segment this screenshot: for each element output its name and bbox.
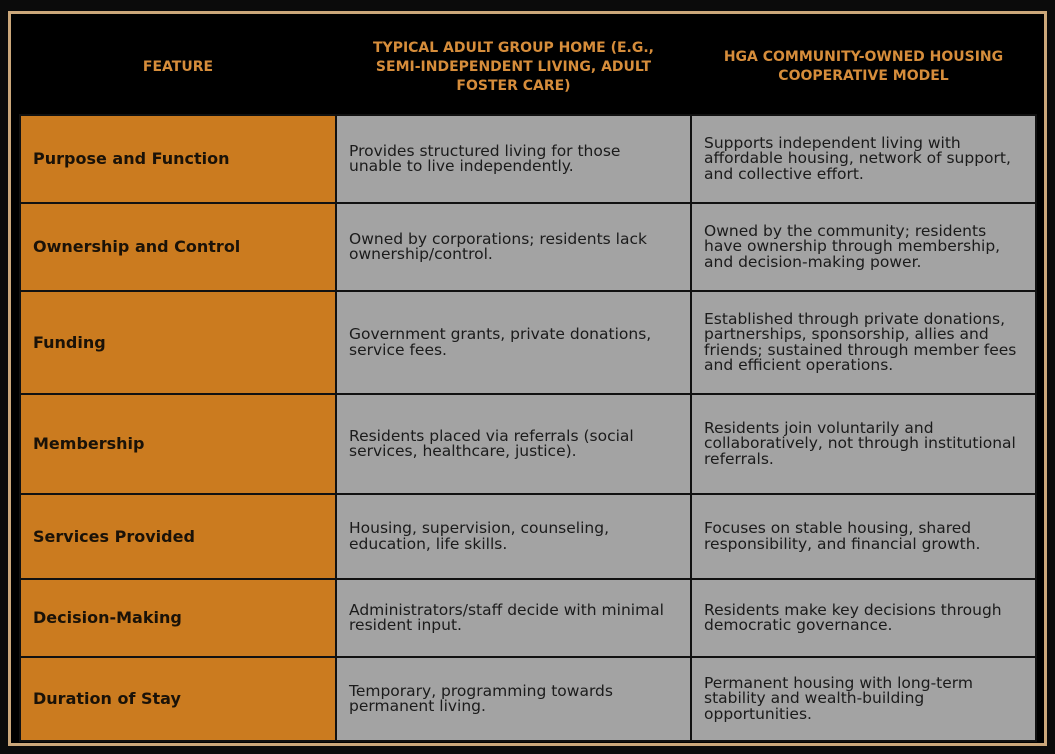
hga-cell: Owned by the community; residents have ownership through membership, and decision-making power.	[691, 203, 1036, 291]
group-home-cell: Owned by corporations; residents lack ownership/control.	[336, 203, 691, 291]
feature-cell: Duration of Stay	[20, 657, 336, 741]
table-row	[20, 203, 1036, 291]
header-row	[20, 20, 1036, 115]
table-row	[20, 291, 1036, 394]
group-home-cell: Administrators/staff decide with minimal resident input.	[336, 579, 691, 657]
group-home-cell: Government grants, private donations, service fees.	[336, 291, 691, 394]
feature-cell: Membership	[20, 394, 336, 494]
hga-cell: Supports independent living with affordable housing, network of support, and collective effort.	[691, 115, 1036, 203]
comparison-table	[19, 20, 1037, 742]
comparison-table-wrapper	[19, 20, 1035, 742]
feature-cell: Services Provided	[20, 494, 336, 579]
header-feature: FEATURE	[20, 20, 336, 115]
table-row	[20, 494, 1036, 579]
group-home-cell: Provides structured living for those unable to live independently.	[336, 115, 691, 203]
table-row	[20, 394, 1036, 494]
table-row	[20, 657, 1036, 741]
comparison-frame	[8, 11, 1047, 746]
group-home-cell: Housing, supervision, counseling, education, life skills.	[336, 494, 691, 579]
feature-cell: Decision-Making	[20, 579, 336, 657]
table-row	[20, 115, 1036, 203]
feature-cell: Purpose and Function	[20, 115, 336, 203]
hga-cell: Focuses on stable housing, shared responsibility, and financial growth.	[691, 494, 1036, 579]
hga-cell: Permanent housing with long-term stability and wealth-building opportunities.	[691, 657, 1036, 741]
hga-cell: Residents join voluntarily and collaboratively, not through institutional referrals.	[691, 394, 1036, 494]
header-group-home: TYPICAL ADULT GROUP HOME (E.G., SEMI-INDEPENDENT LIVING, ADULT FOSTER CARE)	[336, 20, 691, 115]
feature-cell: Funding	[20, 291, 336, 394]
group-home-cell: Residents placed via referrals (social services, healthcare, justice).	[336, 394, 691, 494]
table-row	[20, 579, 1036, 657]
header-hga: HGA COMMUNITY-OWNED HOUSING COOPERATIVE MODEL	[691, 20, 1036, 115]
group-home-cell: Temporary, programming towards permanent living.	[336, 657, 691, 741]
hga-cell: Established through private donations, partnerships, sponsorship, allies and friends; sustained through member fees and efficient operations.	[691, 291, 1036, 394]
feature-cell: Ownership and Control	[20, 203, 336, 291]
hga-cell: Residents make key decisions through democratic governance.	[691, 579, 1036, 657]
